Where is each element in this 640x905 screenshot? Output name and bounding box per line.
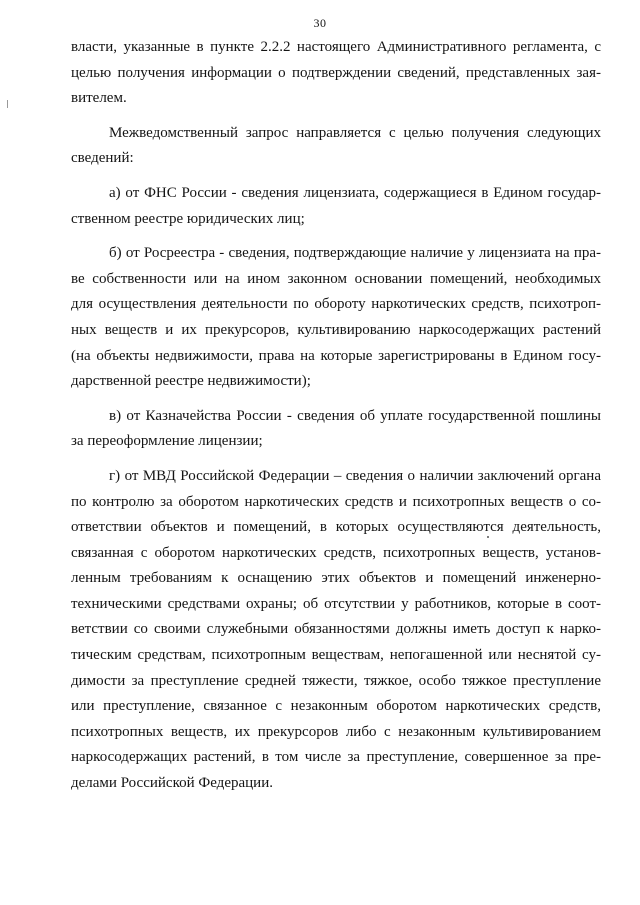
- text-line: ственном реестре юридических лиц;: [71, 210, 305, 227]
- text-line: делами Российской Федерации.: [71, 775, 273, 792]
- text-line: власти, указанные в пункте 2.2.2 настоящего Административного регламента, с: [71, 39, 601, 55]
- paragraph-gap: [71, 232, 601, 241]
- text-line: димости за преступление средней тяжести, тяжкое, особо тяжкое преступление: [71, 672, 601, 689]
- text-line: дарственной реестре недвижимости);: [71, 373, 311, 390]
- text-line: целью получения информации о подтверждении сведений, представленных зая-: [71, 64, 601, 81]
- paragraph-gap: [71, 455, 601, 464]
- paragraph-p1: [71, 35, 601, 112]
- paragraph-p5: [71, 404, 601, 455]
- text-line: вителем.: [71, 90, 127, 107]
- text-line: г) от МВД Российской Федерации – сведения о наличии заключений органа: [109, 467, 601, 484]
- text-line: ве собственности или на ином законном основании помещений, необходимых: [71, 270, 601, 287]
- document-body: [71, 35, 601, 797]
- text-line: техническими средствами охраны; об отсутствии у работников, которые в соот-: [71, 595, 601, 612]
- text-line: за переоформление лицензии;: [71, 433, 263, 450]
- text-line: ных веществ и их прекурсоров, культивированию наркосодержащих растений: [71, 321, 601, 338]
- paragraph-p2: [71, 121, 601, 172]
- paragraph-p6: [71, 464, 601, 797]
- text-line: для осуществления деятельности по обороту наркотических средств, психотроп-: [71, 296, 601, 313]
- text-line: а) от ФНС России - сведения лицензиата, содержащиеся в Едином государ-: [109, 184, 601, 201]
- text-line: связанная с оборотом наркотических средств, психотропных веществ, установ-: [71, 544, 601, 561]
- text-line: ленным требованиям к оснащению этих объектов и помещений инженерно-: [71, 570, 601, 587]
- text-line: тическим средствам, психотропным веществам, непогашенной или неснятой су-: [71, 647, 601, 664]
- page-number: 30: [313, 16, 327, 30]
- text-line: б) от Росреестра - сведения, подтверждающие наличие у лицензиата на пра-: [109, 245, 601, 262]
- text-line: наркосодержащих растений, в том числе за преступление, совершенное за пре-: [71, 749, 601, 766]
- text-line: сведений:: [71, 150, 134, 167]
- text-line: Межведомственный запрос направляется с целью получения следующих: [109, 124, 601, 141]
- paragraph-gap: [71, 395, 601, 404]
- paragraph-p3: [71, 181, 601, 232]
- paragraph-p4: [71, 241, 601, 395]
- text-line: в) от Казначейства России - сведения об уплате государственной пошлины: [109, 407, 601, 424]
- text-line: ответствии объектов и помещений, в которых осуществляются деятельность,: [71, 519, 601, 536]
- text-line: ветствии со своими служебными обязанностями должны иметь доступ к нарко-: [71, 621, 601, 638]
- paragraph-gap: [71, 112, 601, 121]
- margin-mark: [7, 100, 8, 108]
- paragraph-gap: [71, 172, 601, 181]
- text-line: психотропных веществ, их прекурсоров либо с незаконным культивированием: [71, 723, 601, 740]
- text-line: или преступление, связанное с незаконным оборотом наркотических средств,: [71, 698, 601, 715]
- text-line: по контролю за оборотом наркотических средств и психотропных веществ о со-: [71, 493, 601, 510]
- text-line: (на объекты недвижимости, права на которые зарегистрированы в Едином госу-: [71, 347, 601, 364]
